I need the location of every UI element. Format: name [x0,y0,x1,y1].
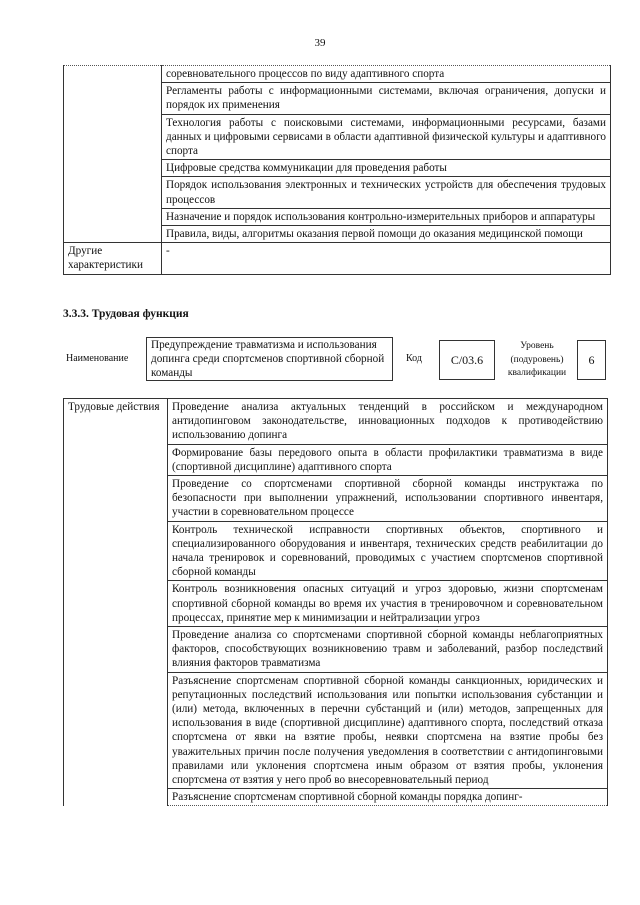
labor-actions-label: Трудовые действия [64,399,168,806]
other-characteristics-value: - [162,243,611,274]
function-name-box: Предупреждение травматизма и использования допинга среди спортсменов спортивной сборной команды [146,337,393,381]
other-characteristics-label: Другие характеристики [64,243,162,274]
labor-action-item: Проведение анализа со спортсменами спортивной сборной команды неблагоприятных факторов, способствующих возникновению травм и заболеваний, разбор последствий влияния факторов травматизма [168,627,608,673]
knowledge-item: Регламенты работы с информационными системами, включая ограничения, допуски и порядок их применения [162,83,611,114]
knowledge-item: Технология работы с поисковыми системами, информационными ресурсами, базами данных и цифровыми сервисами в области адаптивной физической культуры и адаптивного спорта [162,114,611,160]
knowledge-item: Цифровые средства коммуникации для проведения работы [162,160,611,177]
code-label: Код [406,353,422,364]
table-row [64,399,608,445]
labor-action-item: Контроль возникновения опасных ситуаций и угроз здоровью, жизни спортсменам спортивной сборной команды во время их участия в тренировочном и соревновательном процессах, принятие мер к минимизации и нейтрализации угроз [168,581,608,627]
labor-action-item: Разъяснение спортсменам спортивной сборной команды порядка допинг- [168,789,608,806]
labor-actions-table [63,398,608,806]
name-label: Наименование [66,353,129,364]
table-row [64,243,611,274]
labor-action-item: Проведение анализа актуальных тенденций в российском и международном антидопинговом законодательстве, инновационных подходов к противодействию использованию допинга [168,399,608,445]
table-row [64,66,611,83]
qualification-level-box: 6 [577,340,606,380]
knowledge-table [63,65,611,275]
knowledge-item: Назначение и порядок использования контрольно-измерительных приборов и аппаратуры [162,208,611,225]
section-heading: 3.3.3. Трудовая функция [63,308,189,320]
labor-action-item: Проведение со спортсменами спортивной сборной команды инструктажа по безопасности при выполнении упражнений, использовании спортивного инвентаря, участии в соревновательном процессе [168,476,608,522]
function-code-box: С/03.6 [439,340,495,380]
qualification-level-label: Уровень (подуровень) квалификации [507,341,567,378]
labor-action-item: Контроль технической исправности спортивных объектов, спортивного и специализированного оборудования и инвентаря, технических средств реабилитации до начала тренировок и соревнований, проводимых с участием спортсменов спортивной сборной команды [168,521,608,581]
knowledge-item: Правила, виды, алгоритмы оказания первой помощи до оказания медицинской помощи [162,226,611,243]
labor-action-item: Разъяснение спортсменам спортивной сборной команды санкционных, юридических и репутационных последствий использования или попытки использования субстанции и (или) метода, включенных в перечни субстанций и (или) методов, запрещенных для использования в виде (спортивной дисциплине) адаптивного спорта, последствий отказа спортсмена от явки на взятие пробы, неявки спортсмена на взятие пробы без уважительных причин после получения уведомления в соответствии с антидопинговыми правилами или уклонения спортсмена иным образом от взятия пробы, уклонения спортсмена от взятия у него проб во внесоревновательный период [168,672,608,789]
empty-label-cell [64,66,162,243]
knowledge-item: соревновательного процессов по виду адаптивного спорта [162,66,611,83]
page-number: 39 [314,37,326,49]
labor-action-item: Формирование базы передового опыта в области профилактики травматизма в виде (спортивной дисциплине) адаптивного спорта [168,444,608,475]
knowledge-item: Порядок использования электронных и технических устройств для обеспечения трудовых процессов [162,177,611,208]
